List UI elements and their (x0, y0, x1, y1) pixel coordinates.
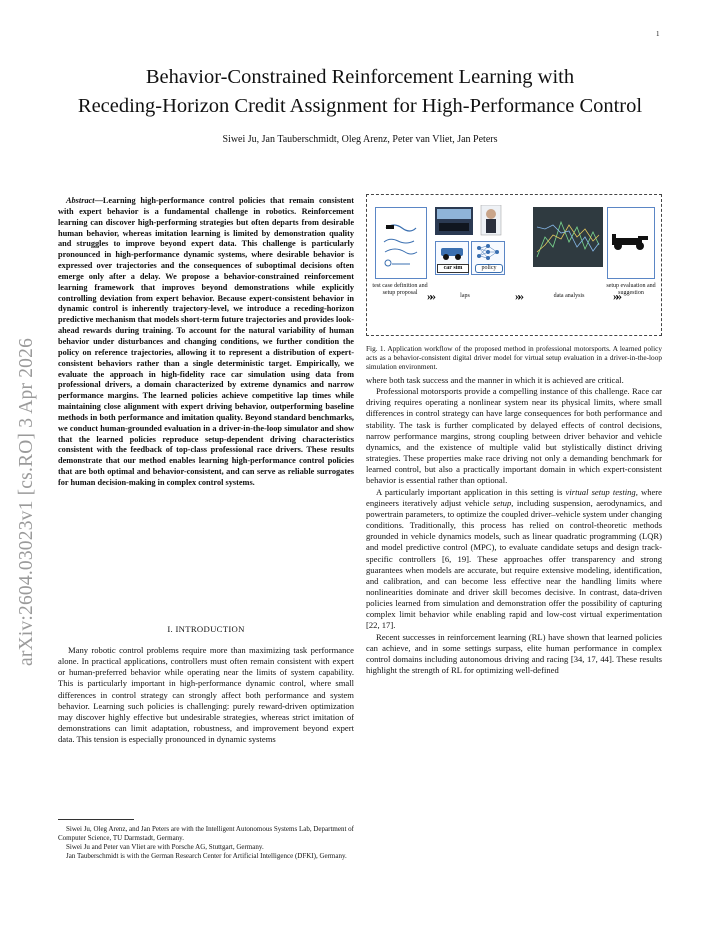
telemetry-plot-icon (533, 207, 603, 267)
simulator-image-icon (435, 205, 507, 245)
title-line-1: Behavior-Constrained Reinforcement Learning with (145, 66, 575, 88)
panel-data-analysis (533, 207, 603, 267)
right-paragraph-3 (366, 487, 662, 632)
term-setup: setup (493, 497, 512, 508)
section-heading-introduction: I. INTRODUCTION (167, 624, 245, 634)
track-sketches-icon (376, 208, 426, 278)
label-policy: policy (475, 264, 503, 273)
label-car-sim: car sim (437, 264, 469, 273)
page-number: 1 (656, 30, 660, 38)
label-test-case: test case definition and setup proposal (372, 283, 428, 296)
footnote-divider (58, 819, 134, 820)
right-paragraph-2: Professional motorsports provide a compelling instance of this challenge. Race car driving requires operating a nonlinear system near its physical limits, where small differences in control strategy can have large consequences for both performance and stability. The task is further complicated by delayed effects of control decisions, narrow performance margins, strong coupling between driver behavior and vehicle dynamics, and the existence of multiple valid but stylistically distinct driving strategies. These properties make race driving not only a demanding benchmark for learned control, but also a practically important domain in which expert-consistent behavior is essential rather than optional. (366, 386, 662, 486)
label-data-analysis: data analysis (553, 293, 585, 299)
panel-setup-evaluation (607, 207, 655, 279)
abstract-text: —Learning high-performance control policies that remain consistent with expert behavior is a fundamental challenge in robotics. Reinforcement learning can discover high-performing strategies but often departs from desirable human behavior, whereas imitation learning is limited by demonstration quality and struggles to improve beyond expert data. This challenge is particularly pronounced in high-performance dynamic systems, where desirable behavior is expressed over trajectories and the consequences of suboptimal decisions often emerge only after a delay. We propose a behavior-constrained reinforcement learning framework that improves beyond demonstrations while explicitly controlling deviation from expert behavior. Because expert-consistent behavior in dynamic control is inherently trajectory-level, we introduce a receding-horizon predictive mechanism that models short-term future trajectories and provides look-ahead rewards during training. To account for the natural variability of human behavior under disturbances and changing conditions, we further condition the policy on reference trajectories, allowing it to represent a distribution of expert-consistent behaviors rather than a single deterministic target. Empirically, we evaluate the approach in high-fidelity race car simulation using data from professional drivers, a domain characterized by extreme dynamics and narrow performance margins. The learned policies achieve competitive lap times while maintaining close alignment with expert driving behavior, outperforming baseline methods in both performance and imitation quality. Beyond standard benchmarks, we conduct human-grounded evaluation in a driver-in-the-loop simulator and show that the learned policies reproduce setup-dependent driving characteristics consistent with the feedback of top-class professional race drivers. These results demonstrate that our method enables learning high-performance control policies that are both optimal and behavior-consistent, and can serve as reliable surrogates for human decision-making in complex control systems. (58, 196, 354, 487)
figure-1-workflow (366, 194, 662, 336)
car-sim-box (435, 241, 469, 275)
race-car-icon (608, 208, 654, 278)
arxiv-watermark (16, 262, 38, 666)
author-list: Siwei Ju, Jan Tauberschmidt, Oleg Arenz, Peter van Vliet, Jan Peters (222, 134, 498, 145)
panel-simulation (435, 205, 507, 277)
arxiv-id: arXiv:2604.03023v1 [cs.RO] 3 Apr 2026 (16, 337, 37, 666)
right-paragraph-4: Recent successes in reinforcement learning (RL) have shown that learned policies can achieve, and in some settings surpass, elite human performance in complex control domains including autonomous driving and racing [34, 17, 44]. These results highlight the strength of RL for optimizing well-defined (366, 631, 662, 676)
affiliation-footnotes (58, 825, 354, 861)
chevron-icon: »» (613, 289, 619, 303)
p3-part-c: , including suspension, aerodynamics, and powertrain parameters, to optimize the coupled driver–vehicle system under changing conditions. Traditionally, this process has relied on control-theoretic methods grounded in vehicle dynamics models, such as linear quadratic programming (LQR) and model predictive control (MPC), to evaluate candidate setups and design track-specific controllers [6, 19]. These approaches offer transparency and strong guarantees when models are accurate, but require extensive modeling, identification, and calibration, and can become less effective near the handling limits where nonlinearities dominate and driver skill becomes decisive. In contrast, data-driven policies learned from simulation and demonstration offer the possibility of capturing complex limit behavior while enabling rapid and low-cost virtual experimentation [22, 17]. (366, 497, 662, 631)
chevron-icon: »» (427, 289, 433, 303)
label-laps: laps (460, 293, 470, 299)
car-icon (436, 242, 468, 262)
abstract (58, 196, 354, 489)
label-setup-evaluation: setup evaluation and suggestion (606, 283, 656, 296)
title-line-2: Receding-Horizon Credit Assignment for High-Performance Control (77, 95, 643, 117)
introduction-paragraph (58, 645, 354, 745)
term-virtual-setup-testing: virtual setup testing (565, 486, 636, 497)
panel-test-case (375, 207, 427, 279)
footnote-2: Siwei Ju and Peter van Vliet are with Porsche AG, Stuttgart, Germany. (66, 843, 264, 852)
right-paragraph-1: where both task success and the manner in which it is achieved are critical. (366, 375, 624, 385)
p3-part-b: , where engineers iteratively adjust vehicle (366, 486, 662, 508)
p3-part-a: A particularly important application in this setting is (376, 486, 566, 497)
paper-title (40, 63, 680, 121)
figure-1-caption: Fig. 1. Application workflow of the proposed method in professional motorsports. A learned policy acts as a behavior-consistent digital driver model for virtual setup evaluation in a driver-in-the-loop simulation environment. (366, 344, 662, 372)
intro-text: Many robotic control problems require more than maximizing task performance alone. In practical applications, controllers must often remain consistent with expert or human-preferred behavior while operating near the limits of system capability. This is particularly important in high-performance dynamic control, where small differences in control strategy can strongly affect both performance and system behavior. Learning such policies is challenging: purely reward-driven optimization may discover highly effective but undesirable strategies, whereas strict imitation of demonstrations can limit adaptation, robustness, and improvement beyond expert data. This tension is especially pronounced in dynamic systems (58, 645, 354, 745)
abstract-label: Abstract (66, 196, 95, 205)
footnote-3: Jan Tauberschmidt is with the German Research Center for Artificial Intelligence (DFKI), Germany. (66, 852, 347, 861)
right-column-text (366, 375, 662, 676)
footnote-1: Siwei Ju, Oleg Arenz, and Jan Peters are with the Intelligent Autonomous Systems Lab, Department of Computer Science, TU Darmstadt, Germany. (58, 825, 354, 843)
policy-box (471, 241, 505, 275)
chevron-icon: »» (515, 289, 521, 303)
network-icon (472, 242, 504, 262)
